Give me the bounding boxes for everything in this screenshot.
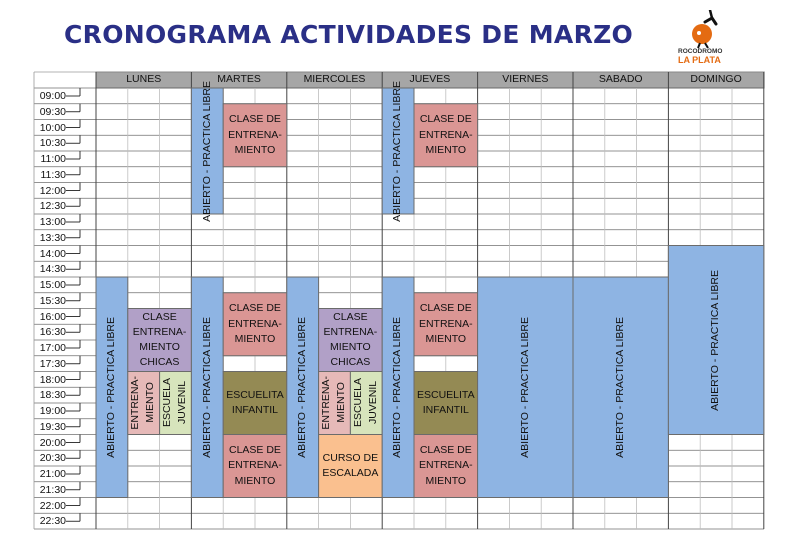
day-header: SABADO	[598, 73, 643, 86]
time-label: 17:30	[39, 357, 66, 370]
activity-label-clase-chicas	[128, 309, 192, 372]
activity-text-line: MIENTO	[234, 474, 276, 487]
activity-text-line: ENTRENA-	[320, 376, 333, 430]
day-header: MARTES	[217, 73, 261, 86]
activity-label-abierto	[382, 277, 414, 498]
time-label: 20:00	[39, 436, 66, 449]
activity-label-abierto	[478, 277, 573, 498]
day-header: VIERNES	[502, 73, 549, 86]
activity-label-clase-entrenamiento	[414, 104, 478, 167]
activity-label-abierto	[191, 80, 223, 222]
activity-label-escuelita-infantil	[414, 372, 478, 435]
time-label: 18:00	[39, 373, 66, 386]
activity-text-line: CLASE DE	[229, 113, 281, 126]
time-label: 20:30	[39, 452, 66, 465]
day-header: LUNES	[126, 73, 162, 86]
activity-text-line: ENTRENA-	[418, 128, 473, 141]
time-label: 21:30	[39, 483, 66, 496]
activity-text-line: INFANTIL	[231, 404, 279, 416]
activity-text-line: INFANTIL	[422, 404, 469, 416]
activity-text-line: CLASE DE	[229, 302, 281, 315]
time-label: 09:30	[39, 105, 66, 118]
logo-text-la-plata: LA PLATA	[678, 55, 721, 65]
activity-text-line: CLASE DE	[419, 302, 472, 315]
activity-text: ABIERTO - PRACTICA LIBRE	[391, 80, 404, 222]
activity-label-clase-entrenamiento	[223, 104, 287, 167]
activity-label-escuelita-infantil	[223, 372, 287, 435]
time-label: 11:00	[40, 153, 66, 165]
activity-label-abierto	[573, 277, 668, 498]
activity-text-line: MIENTO	[234, 332, 276, 345]
activity-text-line: JUVENIL	[367, 381, 380, 425]
activity-label-entrenamiento	[128, 372, 160, 435]
activity-text-line: MIENTO	[139, 341, 180, 353]
time-label: 13:00	[39, 216, 66, 228]
activity-text-line: CLASE DE	[419, 113, 472, 126]
activity-text-line: MIENTO	[144, 382, 157, 424]
activity-text-line: MIENTO	[335, 382, 348, 424]
activity-text-line: MIENTO	[425, 332, 467, 345]
activity-label-abierto	[191, 277, 223, 498]
activity-text-line: ESCUELA	[161, 378, 174, 428]
activity-text-line: ENTRENA-	[418, 459, 473, 472]
activity-text: ABIERTO - PRACTICA LIBRE	[518, 316, 531, 458]
time-label: 12:30	[39, 200, 66, 213]
time-label: 22:30	[39, 515, 66, 528]
activity-label-abierto	[382, 80, 414, 222]
activity-text-line: JUVENIL	[176, 381, 189, 425]
logo-text-rocodromo: ROCODROMO	[678, 48, 723, 55]
activity-text-line: ESCALADA	[322, 467, 379, 479]
activity-label-abierto	[668, 246, 763, 435]
activity-text: ABIERTO - PRACTICA LIBRE	[200, 80, 213, 222]
activity-text-line: CLASE	[142, 310, 177, 323]
activity-text-line: ENTRENA-	[129, 376, 142, 430]
activity-text-line: ESCUELITA	[417, 388, 475, 401]
time-label: 19:00	[39, 405, 66, 417]
page-title: CRONOGRAMA ACTIVIDADES DE MARZO	[64, 20, 634, 49]
time-label: 15:00	[39, 279, 66, 291]
activity-text-line: CHICAS	[139, 356, 180, 369]
activity-text-line: ESCUELITA	[226, 388, 284, 401]
time-label: 19:30	[39, 420, 66, 433]
activity-text: ABIERTO - PRACTICA LIBRE	[614, 316, 627, 458]
time-label: 09:00	[39, 90, 66, 102]
activity-text-line: CLASE DE	[229, 444, 281, 457]
activity-label-escuela-juvenil	[350, 372, 382, 435]
activity-text-line: CLASE DE	[419, 444, 472, 457]
activity-label-escuela-juvenil	[160, 372, 192, 435]
time-label: 13:30	[39, 231, 66, 244]
day-header: DOMINGO	[690, 73, 742, 86]
day-header: MIERCOLES	[303, 73, 366, 86]
time-label: 22:00	[39, 499, 66, 512]
activity-label-clase-chicas	[319, 309, 383, 372]
activity-text-line: ENTRENA-	[228, 459, 282, 472]
activity-label-abierto	[287, 277, 319, 498]
activity-text-line: MIENTO	[425, 474, 467, 487]
time-label: 15:30	[39, 294, 66, 307]
activity-text: ABIERTO - PRACTICA LIBRE	[391, 316, 404, 458]
activity-text-line: ENTRENA-	[323, 325, 378, 338]
activity-label-abierto	[96, 277, 128, 498]
activity-label-clase-entrenamiento	[223, 435, 287, 498]
activity-text: ABIERTO - PRACTICA LIBRE	[709, 269, 722, 411]
time-label: 11:30	[40, 168, 66, 181]
activity-text-line: ENTRENA-	[228, 317, 282, 330]
day-header: JUEVES	[409, 73, 451, 86]
activity-text-line: ENTRENA-	[132, 325, 187, 338]
time-label: 12:00	[39, 184, 66, 197]
activity-text-line: MIENTO	[330, 341, 371, 353]
activity-text-line: ESCUELA	[352, 378, 365, 428]
time-label: 16:30	[39, 326, 66, 339]
activity-text-line: CURSO DE	[322, 451, 379, 464]
activity-text: ABIERTO - PRACTICA LIBRE	[296, 316, 309, 458]
time-label: 14:30	[39, 263, 66, 276]
time-label: 10:30	[39, 137, 66, 150]
time-label: 10:00	[39, 121, 66, 134]
activity-text-line: MIENTO	[234, 143, 276, 156]
time-label: 18:30	[39, 389, 66, 402]
activity-text-line: CLASE	[333, 310, 368, 323]
activity-text: ABIERTO - PRACTICA LIBRE	[105, 316, 118, 458]
time-label: 16:00	[39, 310, 66, 323]
time-label: 14:00	[39, 247, 66, 260]
activity-text-line: ENTRENA-	[228, 128, 282, 141]
time-label: 17:00	[39, 342, 66, 354]
activity-label-entrenamiento	[319, 372, 351, 435]
activity-label-clase-entrenamiento	[414, 435, 478, 498]
activity-label-clase-entrenamiento	[414, 293, 478, 356]
activity-label-clase-entrenamiento	[223, 293, 287, 356]
activity-text-line: MIENTO	[425, 143, 467, 156]
activity-label-curso-escalada	[319, 435, 383, 498]
activity-text-line: CHICAS	[330, 356, 371, 369]
activity-text: ABIERTO - PRACTICA LIBRE	[200, 316, 213, 458]
time-label: 21:00	[39, 468, 66, 480]
activity-text-line: ENTRENA-	[418, 317, 473, 330]
